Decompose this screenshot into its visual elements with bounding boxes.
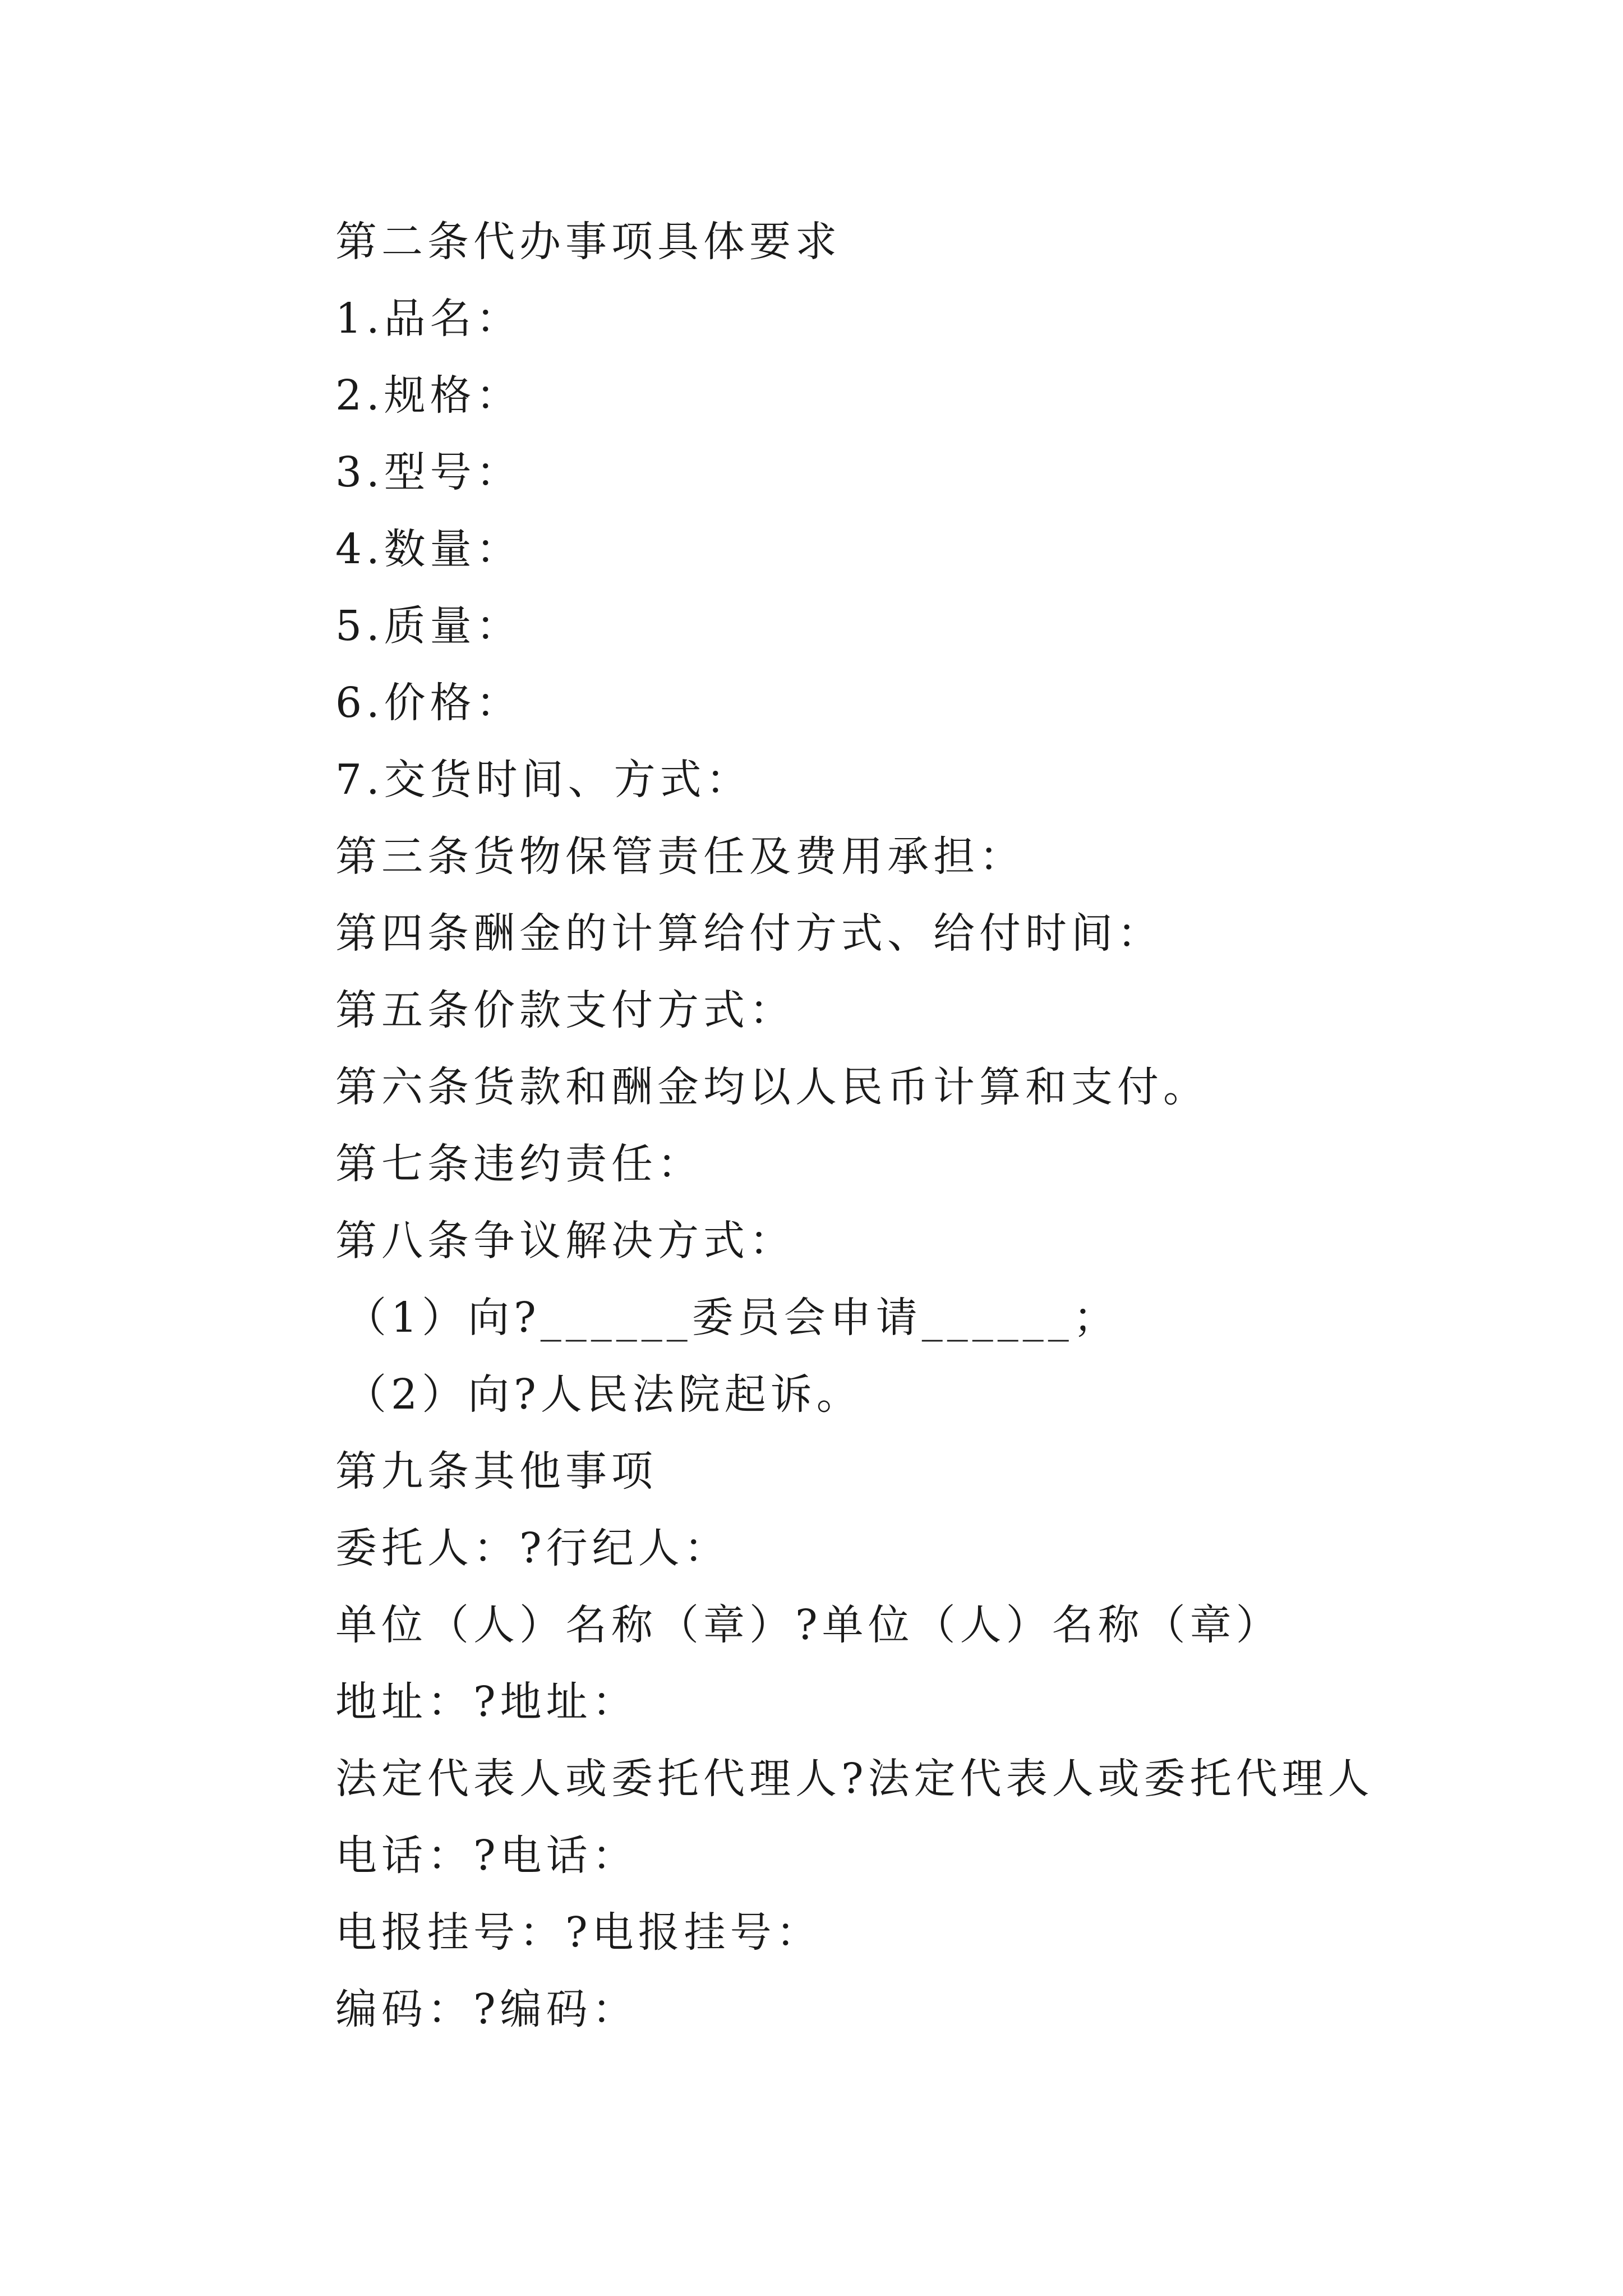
signature-postcode: 编码：?编码： [335,1985,638,2033]
article-3: 第三条货物保管责任及费用承担： [335,832,1025,881]
item-product-name: 1.品名： [335,295,522,343]
article-8: 第八条争议解决方式： [335,1217,795,1265]
signature-unit-name: 单位（人）名称（章）?单位（人）名称（章） [335,1601,1282,1649]
article-5: 第五条价款支付方式： [335,986,795,1034]
item-quality: 5.质量： [335,602,522,650]
signature-representative: 法定代表人或委托代理人?法定代表人或委托代理人 [335,1755,1374,1803]
article-6: 第六条货款和酬金均以人民币计算和支付。 [335,1063,1209,1111]
item-price: 6.价格： [335,679,522,727]
article-4: 第四条酬金的计算给付方式、给付时间： [335,909,1163,958]
signature-phone: 电话：?电话： [335,1832,638,1880]
signature-telegraph: 电报挂号：?电报挂号： [335,1908,822,1957]
dispute-option-1: （1）向?______委员会申请______； [345,1294,1119,1342]
signature-address: 地址：?地址： [335,1678,638,1726]
item-delivery: 7.交货时间、方式： [335,756,752,804]
item-quantity: 4.数量： [335,525,522,573]
signature-parties: 委托人：?行纪人： [335,1524,730,1572]
article-9: 第九条其他事项 [335,1447,657,1496]
article-2-heading: 第二条代办事项具体要求 [335,218,841,266]
item-specification: 2.规格： [335,371,522,420]
dispute-option-2: （2）向?人民法院起诉。 [345,1370,863,1419]
item-model: 3.型号： [335,448,522,496]
article-7: 第七条违约责任： [335,1140,703,1188]
